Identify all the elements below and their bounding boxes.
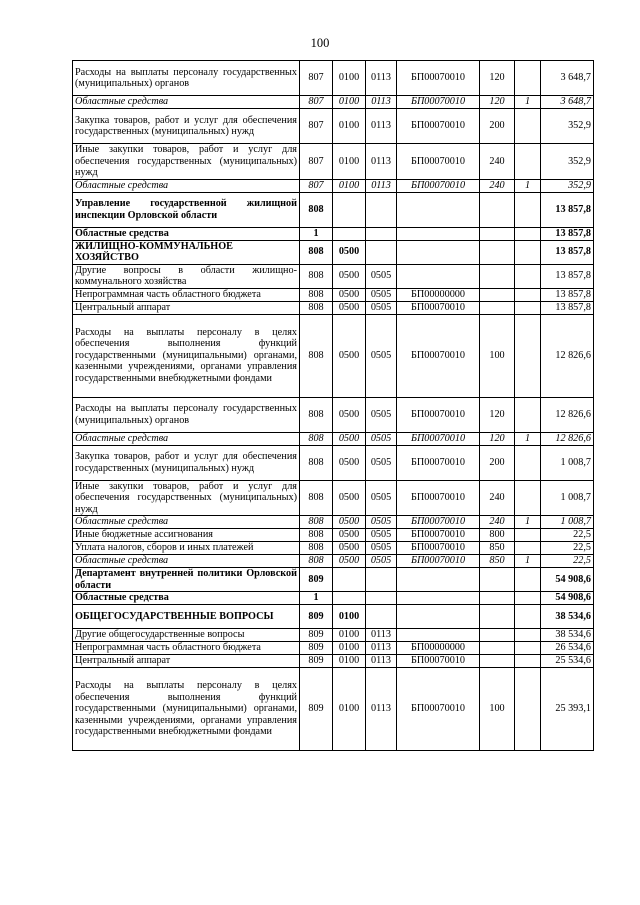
amount: 13 857,8 [541, 192, 594, 227]
funding-source [515, 542, 541, 555]
code-vr: 240 [480, 144, 515, 180]
code-pr: 0113 [366, 655, 397, 668]
table-row [73, 96, 594, 109]
amount: 12 826,6 [541, 314, 594, 397]
code-rz [333, 568, 366, 592]
amount: 352,9 [541, 144, 594, 180]
code-gr: 1 [300, 227, 333, 240]
funding-source: 1 [515, 432, 541, 445]
code-vr [480, 592, 515, 605]
amount: 38 534,6 [541, 629, 594, 642]
code-rz: 0100 [333, 655, 366, 668]
code-gr: 808 [300, 301, 333, 314]
code-vr: 120 [480, 432, 515, 445]
row-description: ЖИЛИЩНО-КОММУНАЛЬНОЕ ХОЗЯЙСТВО [73, 240, 300, 264]
amount: 13 857,8 [541, 288, 594, 301]
table-row [73, 568, 594, 592]
row-description: Центральный аппарат [73, 655, 300, 668]
table-row [73, 480, 594, 516]
code-gr: 808 [300, 516, 333, 529]
amount: 1 008,7 [541, 480, 594, 516]
funding-source [515, 227, 541, 240]
funding-source [515, 192, 541, 227]
amount: 1 008,7 [541, 516, 594, 529]
code-gr: 808 [300, 264, 333, 288]
table-row [73, 264, 594, 288]
funding-source [515, 668, 541, 751]
code-csr: БП00070010 [397, 529, 480, 542]
row-description: Областные средства [73, 227, 300, 240]
code-pr: 0505 [366, 397, 397, 432]
code-pr: 0113 [366, 179, 397, 192]
code-csr [397, 192, 480, 227]
funding-source [515, 314, 541, 397]
code-csr [397, 568, 480, 592]
code-pr: 0505 [366, 445, 397, 480]
code-pr [366, 227, 397, 240]
funding-source [515, 264, 541, 288]
table-row [73, 555, 594, 568]
budget-table [72, 60, 594, 751]
row-description: ОБЩЕГОСУДАРСТВЕННЫЕ ВОПРОСЫ [73, 605, 300, 629]
code-vr [480, 568, 515, 592]
row-description: Другие вопросы в области жилищно-коммунального хозяйства [73, 264, 300, 288]
code-pr: 0505 [366, 480, 397, 516]
code-pr [366, 192, 397, 227]
funding-source [515, 480, 541, 516]
code-pr: 0505 [366, 555, 397, 568]
code-gr: 808 [300, 432, 333, 445]
row-description: Расходы на выплаты персоналу государственных (муниципальных) органов [73, 61, 300, 96]
funding-source [515, 642, 541, 655]
code-pr: 0505 [366, 529, 397, 542]
code-gr: 809 [300, 568, 333, 592]
funding-source [515, 61, 541, 96]
code-gr: 807 [300, 109, 333, 144]
code-gr: 808 [300, 288, 333, 301]
code-pr: 0113 [366, 629, 397, 642]
code-rz: 0500 [333, 240, 366, 264]
code-csr: БП00070010 [397, 96, 480, 109]
amount: 54 908,6 [541, 568, 594, 592]
code-vr: 100 [480, 314, 515, 397]
code-gr: 809 [300, 655, 333, 668]
code-gr: 809 [300, 629, 333, 642]
code-vr [480, 629, 515, 642]
table-row [73, 592, 594, 605]
code-pr [366, 605, 397, 629]
amount: 13 857,8 [541, 264, 594, 288]
row-description: Расходы на выплаты персоналу государственных (муниципальных) органов [73, 397, 300, 432]
code-gr: 809 [300, 668, 333, 751]
amount: 12 826,6 [541, 432, 594, 445]
row-description: Расходы на выплаты персоналу в целях обеспечения выполнения функций государственными (муниципальными) органами, казенными учреждениями, органами управления государственными внебюджетными фондами [73, 314, 300, 397]
code-rz: 0500 [333, 542, 366, 555]
code-rz: 0500 [333, 397, 366, 432]
funding-source [515, 397, 541, 432]
code-rz: 0100 [333, 605, 366, 629]
table-row [73, 432, 594, 445]
code-rz: 0500 [333, 314, 366, 397]
code-gr: 808 [300, 240, 333, 264]
funding-source [515, 109, 541, 144]
code-gr: 808 [300, 314, 333, 397]
code-gr: 808 [300, 555, 333, 568]
table-row [73, 655, 594, 668]
table-row [73, 516, 594, 529]
code-csr [397, 629, 480, 642]
code-pr: 0113 [366, 61, 397, 96]
code-gr: 808 [300, 445, 333, 480]
row-description: Департамент внутренней политики Орловской области [73, 568, 300, 592]
code-pr: 0113 [366, 642, 397, 655]
funding-source [515, 144, 541, 180]
code-vr: 200 [480, 445, 515, 480]
funding-source [515, 605, 541, 629]
code-csr: БП00070010 [397, 542, 480, 555]
code-pr [366, 240, 397, 264]
code-csr [397, 240, 480, 264]
row-description: Областные средства [73, 592, 300, 605]
code-vr: 120 [480, 397, 515, 432]
row-description: Иные бюджетные ассигнования [73, 529, 300, 542]
row-description: Уплата налогов, сборов и иных платежей [73, 542, 300, 555]
code-vr: 850 [480, 555, 515, 568]
table-row [73, 240, 594, 264]
table-row [73, 397, 594, 432]
table-row [73, 227, 594, 240]
funding-source [515, 445, 541, 480]
code-csr [397, 605, 480, 629]
table-row [73, 301, 594, 314]
amount: 12 826,6 [541, 397, 594, 432]
code-rz: 0100 [333, 179, 366, 192]
code-csr [397, 264, 480, 288]
code-csr: БП00070010 [397, 144, 480, 180]
code-csr: БП00070010 [397, 655, 480, 668]
amount: 22,5 [541, 529, 594, 542]
code-pr: 0113 [366, 668, 397, 751]
row-description: Центральный аппарат [73, 301, 300, 314]
row-description: Расходы на выплаты персоналу в целях обеспечения выполнения функций государственными (муниципальными) органами, казенными учреждениями, органами управления государственными внебюджетными фондами [73, 668, 300, 751]
code-vr: 800 [480, 529, 515, 542]
funding-source [515, 301, 541, 314]
code-gr: 808 [300, 397, 333, 432]
code-pr: 0113 [366, 144, 397, 180]
row-description: Управление государственной жилищной инспекции Орловской области [73, 192, 300, 227]
table-row [73, 642, 594, 655]
code-gr: 1 [300, 592, 333, 605]
code-vr: 240 [480, 480, 515, 516]
code-pr: 0505 [366, 542, 397, 555]
code-gr: 807 [300, 144, 333, 180]
code-vr [480, 227, 515, 240]
code-rz: 0100 [333, 109, 366, 144]
code-pr: 0505 [366, 288, 397, 301]
code-rz: 0500 [333, 480, 366, 516]
funding-source [515, 592, 541, 605]
table-row [73, 314, 594, 397]
code-csr: БП00000000 [397, 642, 480, 655]
code-vr [480, 192, 515, 227]
code-csr: БП00070010 [397, 301, 480, 314]
code-csr: БП00070010 [397, 432, 480, 445]
code-rz: 0100 [333, 629, 366, 642]
code-vr: 100 [480, 668, 515, 751]
funding-source [515, 529, 541, 542]
code-csr: БП00070010 [397, 668, 480, 751]
code-rz: 0500 [333, 445, 366, 480]
code-csr [397, 227, 480, 240]
code-vr [480, 301, 515, 314]
code-csr: БП00070010 [397, 179, 480, 192]
table-row [73, 144, 594, 180]
code-rz: 0100 [333, 144, 366, 180]
code-rz: 0100 [333, 96, 366, 109]
code-rz [333, 592, 366, 605]
funding-source: 1 [515, 179, 541, 192]
code-vr: 120 [480, 61, 515, 96]
amount: 13 857,8 [541, 227, 594, 240]
amount: 54 908,6 [541, 592, 594, 605]
row-description: Областные средства [73, 96, 300, 109]
table-row [73, 192, 594, 227]
table-row [73, 179, 594, 192]
code-rz [333, 192, 366, 227]
funding-source [515, 629, 541, 642]
code-rz: 0500 [333, 432, 366, 445]
code-rz: 0500 [333, 529, 366, 542]
code-gr: 807 [300, 61, 333, 96]
row-description: Непрограммная часть областного бюджета [73, 642, 300, 655]
amount: 25 393,1 [541, 668, 594, 751]
amount: 352,9 [541, 179, 594, 192]
code-csr: БП00070010 [397, 314, 480, 397]
row-description: Областные средства [73, 555, 300, 568]
code-vr [480, 264, 515, 288]
code-csr: БП00000000 [397, 288, 480, 301]
code-vr: 850 [480, 542, 515, 555]
code-csr: БП00070010 [397, 109, 480, 144]
row-description: Иные закупки товаров, работ и услуг для обеспечения государственных (муниципальных) нужд [73, 480, 300, 516]
code-vr [480, 240, 515, 264]
row-description: Другие общегосударственные вопросы [73, 629, 300, 642]
code-pr [366, 568, 397, 592]
code-pr: 0505 [366, 301, 397, 314]
code-gr: 809 [300, 642, 333, 655]
amount: 3 648,7 [541, 61, 594, 96]
code-vr [480, 642, 515, 655]
code-pr: 0505 [366, 432, 397, 445]
table-row [73, 629, 594, 642]
code-gr: 808 [300, 529, 333, 542]
code-gr: 807 [300, 179, 333, 192]
funding-source [515, 240, 541, 264]
table-body [73, 61, 594, 751]
amount: 352,9 [541, 109, 594, 144]
funding-source [515, 568, 541, 592]
amount: 26 534,6 [541, 642, 594, 655]
code-pr: 0505 [366, 264, 397, 288]
row-description: Закупка товаров, работ и услуг для обеспечения государственных (муниципальных) нужд [73, 445, 300, 480]
code-csr: БП00070010 [397, 555, 480, 568]
amount: 22,5 [541, 542, 594, 555]
funding-source: 1 [515, 96, 541, 109]
row-description: Непрограммная часть областного бюджета [73, 288, 300, 301]
code-pr: 0113 [366, 109, 397, 144]
table-row [73, 445, 594, 480]
page-number: 100 [310, 36, 330, 50]
code-rz: 0500 [333, 301, 366, 314]
table-row [73, 529, 594, 542]
amount: 25 534,6 [541, 655, 594, 668]
funding-source [515, 288, 541, 301]
amount: 1 008,7 [541, 445, 594, 480]
table-row [73, 288, 594, 301]
amount: 38 534,6 [541, 605, 594, 629]
code-gr: 808 [300, 480, 333, 516]
code-rz [333, 227, 366, 240]
code-rz: 0500 [333, 264, 366, 288]
code-csr: БП00070010 [397, 445, 480, 480]
code-vr [480, 655, 515, 668]
code-vr: 200 [480, 109, 515, 144]
code-vr: 240 [480, 179, 515, 192]
row-description: Областные средства [73, 432, 300, 445]
code-rz: 0100 [333, 61, 366, 96]
amount: 3 648,7 [541, 96, 594, 109]
code-gr: 807 [300, 96, 333, 109]
code-rz: 0500 [333, 288, 366, 301]
code-vr: 240 [480, 516, 515, 529]
code-pr: 0505 [366, 516, 397, 529]
amount: 22,5 [541, 555, 594, 568]
code-vr [480, 288, 515, 301]
code-rz: 0500 [333, 516, 366, 529]
code-csr: БП00070010 [397, 480, 480, 516]
row-description: Иные закупки товаров, работ и услуг для обеспечения государственных (муниципальных) нужд [73, 144, 300, 180]
code-vr: 120 [480, 96, 515, 109]
code-csr: БП00070010 [397, 516, 480, 529]
amount: 13 857,8 [541, 240, 594, 264]
row-description: Областные средства [73, 516, 300, 529]
code-pr: 0505 [366, 314, 397, 397]
table-row [73, 542, 594, 555]
code-pr [366, 592, 397, 605]
row-description: Областные средства [73, 179, 300, 192]
code-csr: БП00070010 [397, 397, 480, 432]
code-csr [397, 592, 480, 605]
table-row [73, 109, 594, 144]
funding-source: 1 [515, 555, 541, 568]
code-gr: 808 [300, 542, 333, 555]
code-rz: 0100 [333, 668, 366, 751]
code-gr: 809 [300, 605, 333, 629]
code-rz: 0500 [333, 555, 366, 568]
code-gr: 808 [300, 192, 333, 227]
table-row [73, 668, 594, 751]
code-pr: 0113 [366, 96, 397, 109]
code-rz: 0100 [333, 642, 366, 655]
code-vr [480, 605, 515, 629]
amount: 13 857,8 [541, 301, 594, 314]
funding-source: 1 [515, 516, 541, 529]
row-description: Закупка товаров, работ и услуг для обеспечения государственных (муниципальных) нужд [73, 109, 300, 144]
code-csr: БП00070010 [397, 61, 480, 96]
table-row [73, 61, 594, 96]
funding-source [515, 655, 541, 668]
table-row [73, 605, 594, 629]
